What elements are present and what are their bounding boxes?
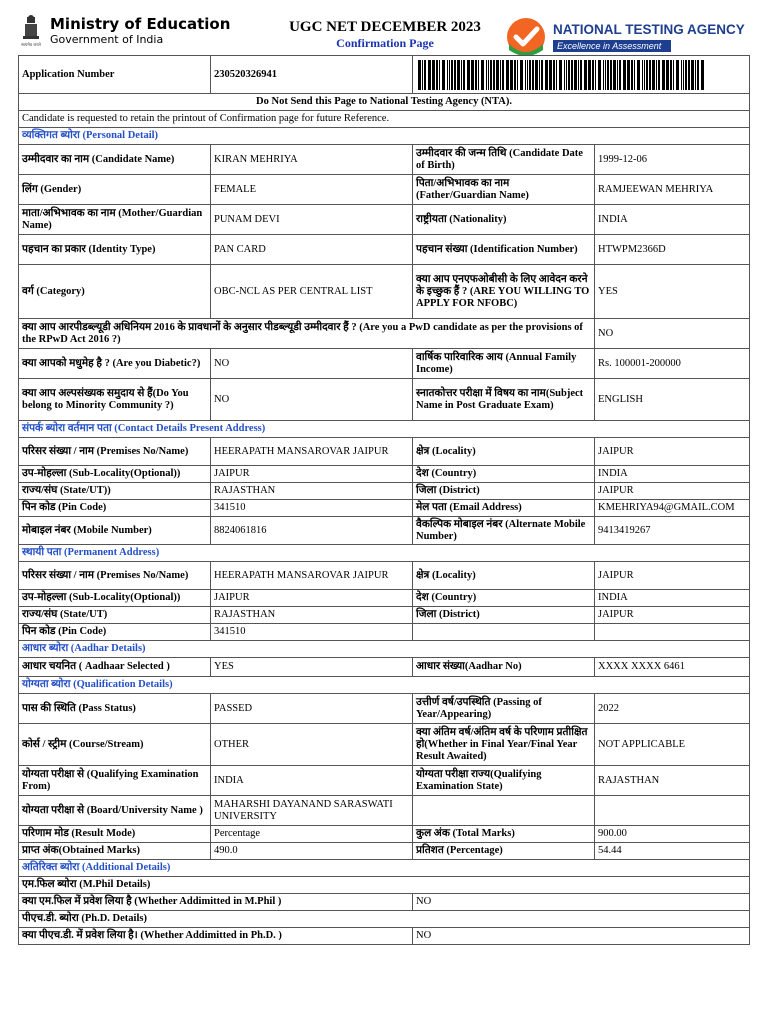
dob-label: उम्मीदवार की जन्म तिथि (Candidate Date of Birth) [413,145,595,175]
table-row [19,175,750,205]
final-year-value: NOT APPLICABLE [595,724,750,766]
candidate-name-label: उम्मीदवार का नाम (Candidate Name) [19,145,211,175]
table-row [19,145,750,175]
permanent-state-label: राज्य/संघ (State/UT) [19,607,211,624]
state-value: RAJASTHAN [211,483,413,500]
table-row [19,607,750,624]
locality-label: क्षेत्र (Locality) [413,438,595,466]
ministry-logo-block [18,14,230,48]
table-row [19,517,750,545]
locality-value: JAIPUR [595,438,750,466]
qualifying-exam-state-value: RAJASTHAN [595,766,750,796]
obtained-marks-value: 490.0 [211,843,413,860]
table-row [19,483,750,500]
category-label: वर्ग (Category) [19,265,211,319]
aadhaar-selected-label: आधार चयनित ( Aadhaar Selected ) [19,658,211,677]
exam-title-block [260,18,510,50]
permanent-district-value: JAIPUR [595,607,750,624]
mobile-label: मोबाइल नंबर (Mobile Number) [19,517,211,545]
premises-label: परिसर संख्या / नाम (Premises No/Name) [19,438,211,466]
father-name-label: पिता/अभिभावक का नाम (Father/Guardian Name) [413,175,595,205]
do-not-send-notice: Do Not Send this Page to National Testing Agency (NTA). [19,94,750,111]
section-heading-row [19,128,750,145]
diabetic-label: क्या आपको मधुमेह है ? (Are you Diabetic?) [19,349,211,379]
category-value: OBC-NCL AS PER CENTRAL LIST [211,265,413,319]
aadhar-number-label: आधार संख्या(Aadhar No) [413,658,595,677]
sublocality-label: उप-मोहल्ला (Sub-Locality(Optional)) [19,466,211,483]
qualifying-exam-from-value: INDIA [211,766,413,796]
final-year-label: क्या अंतिम वर्ष/अंतिम वर्ष के परिणाम प्रतीक्षित हो(Whether in Final Year/Final Year Result Awaited) [413,724,595,766]
mother-name-value: PUNAM DEVI [211,205,413,235]
email-label: मेल पता (Email Address) [413,500,595,517]
exam-title: UGC NET DECEMBER 2023 [289,19,481,35]
email-value: KMEHRIYA94@GMAIL.COM [595,500,750,517]
mphil-admitted-value: NO [413,894,750,911]
pwd-label: क्या आप आरपीडब्ल्यूडी अधिनियम 2016 के प्रावधानों के अनुसार पीडब्ल्यूडी उम्मीदवार हैं ? (Are you a PwD candidate as per the provisions of the RPwD Act 2016 ?) [19,319,595,349]
aadhaar-selected-value: YES [211,658,413,677]
nta-tagline: Excellence in Assessment [553,40,671,52]
board-university-label: योग्यता परीक्षा से (Board/University Name ) [19,796,211,826]
table-row [19,796,750,826]
phd-admitted-value: NO [413,928,750,945]
nfobc-label: क्या आप एनएफओबीसी के लिए आवेदन करने के इच्छुक हैं ? (ARE YOU WILLING TO APPLY FOR NFOBC) [413,265,595,319]
notice-row [19,94,750,111]
table-row [19,379,750,421]
nationality-value: INDIA [595,205,750,235]
result-mode-label: परिणाम मोड (Result Mode) [19,826,211,843]
page-header [0,0,768,52]
section-heading-row [19,545,750,562]
barcode-cell [413,56,750,94]
minority-value: NO [211,379,413,421]
identification-number-value: HTWPM2366D [595,235,750,265]
permanent-pin-value: 341510 [211,624,413,641]
permanent-country-label: देश (Country) [413,590,595,607]
permanent-country-value: INDIA [595,590,750,607]
table-row [19,624,750,641]
table-row [19,724,750,766]
nfobc-value: YES [595,265,750,319]
permanent-locality-label: क्षेत्र (Locality) [413,562,595,590]
district-label: जिला (District) [413,483,595,500]
aadhar-details-heading: आधार ब्योरा (Aadhar Details) [19,641,750,658]
svg-text:सत्यमेव जयते: सत्यमेव जयते [21,42,41,47]
permanent-premises-value: HEERAPATH MANSAROVAR JAIPUR [211,562,413,590]
nationality-label: राष्ट्रीयता (Nationality) [413,205,595,235]
section-heading-row [19,641,750,658]
table-row [19,826,750,843]
table-row [19,265,750,319]
note-row [19,111,750,128]
empty-cell [595,624,750,641]
permanent-locality-value: JAIPUR [595,562,750,590]
table-row [19,877,750,894]
retain-printout-note: Candidate is requested to retain the printout of Confirmation page for future Reference. [19,111,750,128]
table-row [19,694,750,724]
passing-year-value: 2022 [595,694,750,724]
country-value: INDIA [595,466,750,483]
identification-number-label: पहचान संख्या (Identification Number) [413,235,595,265]
nta-title: NATIONAL TESTING AGENCY [553,22,745,37]
sublocality-value: JAIPUR [211,466,413,483]
alternate-mobile-label: वैकल्पिक मोबाइल नंबर (Alternate Mobile Number) [413,517,595,545]
empty-cell [595,796,750,826]
mphil-admitted-label: क्या एम.फिल में प्रवेश लिया है (Whether Addimitted in M.Phil ) [19,894,413,911]
pass-status-value: PASSED [211,694,413,724]
total-marks-value: 900.00 [595,826,750,843]
permanent-address-heading: स्थायी पता (Permanent Address) [19,545,750,562]
confirmation-table [18,55,750,945]
alternate-mobile-value: 9413419267 [595,517,750,545]
application-number-row [19,56,750,94]
section-heading-row [19,421,750,438]
nta-logo-block [505,16,745,58]
confirmation-page-title: Confirmation Page [336,36,434,50]
state-label: राज्य/संघ (State/UT)) [19,483,211,500]
board-university-value: MAHARSHI DAYANAND SARASWATI UNIVERSITY [211,796,413,826]
ministry-title: Ministry of Education [50,15,231,33]
section-heading-row [19,860,750,877]
table-row [19,500,750,517]
percentage-value: 54.44 [595,843,750,860]
table-row [19,562,750,590]
personal-detail-heading: व्यक्तिगत ब्योरा (Personal Detail) [19,128,750,145]
permanent-sublocality-label: उप-मोहल्ला (Sub-Locality(Optional)) [19,590,211,607]
gender-label: लिंग (Gender) [19,175,211,205]
passing-year-label: उत्तीर्ण वर्ष/उपस्थिति (Passing of Year/Appearing) [413,694,595,724]
table-row [19,235,750,265]
mphil-details-heading: एम.फिल ब्योरा (M.Phil Details) [19,877,750,894]
permanent-premises-label: परिसर संख्या / नाम (Premises No/Name) [19,562,211,590]
pin-code-value: 341510 [211,500,413,517]
table-row [19,894,750,911]
barcode-icon [416,60,706,90]
national-emblem-icon [18,14,44,48]
table-row [19,349,750,379]
course-stream-value: OTHER [211,724,413,766]
additional-details-heading: अतिरिक्त ब्योरा (Additional Details) [19,860,750,877]
dob-value: 1999-12-06 [595,145,750,175]
family-income-label: वार्षिक पारिवारिक आय (Annual Family Income) [413,349,595,379]
section-heading-row [19,677,750,694]
permanent-district-label: जिला (District) [413,607,595,624]
permanent-state-value: RAJASTHAN [211,607,413,624]
qualifying-exam-state-label: योग्यता परीक्षा राज्य(Qualifying Examination State) [413,766,595,796]
table-row [19,658,750,677]
obtained-marks-label: प्राप्त अंक(Obtained Marks) [19,843,211,860]
table-row [19,205,750,235]
diabetic-value: NO [211,349,413,379]
minority-label: क्या आप अल्पसंख्यक समुदाय से हैं(Do You belong to Minority Community ?) [19,379,211,421]
permanent-sublocality-value: JAIPUR [211,590,413,607]
qualifying-exam-from-label: योग्यता परीक्षा से (Qualifying Examination From) [19,766,211,796]
contact-details-heading: संपर्क ब्योरा वर्तमान पता (Contact Details Present Address) [19,421,750,438]
application-number-label: Application Number [19,56,211,94]
empty-cell [413,624,595,641]
percentage-label: प्रतिशत (Percentage) [413,843,595,860]
table-row [19,928,750,945]
qualification-details-heading: योग्यता ब्योरा (Qualification Details) [19,677,750,694]
identity-type-label: पहचान का प्रकार (Identity Type) [19,235,211,265]
mother-name-label: माता/अभिभावक का नाम (Mother/Guardian Name) [19,205,211,235]
gender-value: FEMALE [211,175,413,205]
country-label: देश (Country) [413,466,595,483]
pin-code-label: पिन कोड (Pin Code) [19,500,211,517]
phd-admitted-label: क्या पीएच.डी. में प्रवेश लिया है। (Whether Addimitted in Ph.D. ) [19,928,413,945]
application-number-value: 230520326941 [211,56,413,94]
pg-subject-label: स्नातकोत्तर परीक्षा में विषय का नाम(Subject Name in Post Graduate Exam) [413,379,595,421]
pwd-value: NO [595,319,750,349]
total-marks-label: कुल अंक (Total Marks) [413,826,595,843]
candidate-name-value: KIRAN MEHRIYA [211,145,413,175]
mobile-value: 8824061816 [211,517,413,545]
district-value: JAIPUR [595,483,750,500]
phd-details-heading: पीएच.डी. ब्योरा (Ph.D. Details) [19,911,750,928]
table-row [19,466,750,483]
result-mode-value: Percentage [211,826,413,843]
aadhar-number-value: XXXX XXXX 6461 [595,658,750,677]
government-subtitle: Government of India [50,33,164,46]
permanent-pin-label: पिन कोड (Pin Code) [19,624,211,641]
table-row [19,590,750,607]
identity-type-value: PAN CARD [211,235,413,265]
table-row [19,319,750,349]
table-row [19,843,750,860]
premises-value: HEERAPATH MANSAROVAR JAIPUR [211,438,413,466]
course-stream-label: कोर्स / स्ट्रीम (Course/Stream) [19,724,211,766]
table-row [19,438,750,466]
nta-logo-icon [505,16,547,58]
table-row [19,911,750,928]
family-income-value: Rs. 100001-200000 [595,349,750,379]
pass-status-label: पास की स्थिति (Pass Status) [19,694,211,724]
father-name-value: RAMJEEWAN MEHRIYA [595,175,750,205]
empty-cell [413,796,595,826]
pg-subject-value: ENGLISH [595,379,750,421]
table-row [19,766,750,796]
